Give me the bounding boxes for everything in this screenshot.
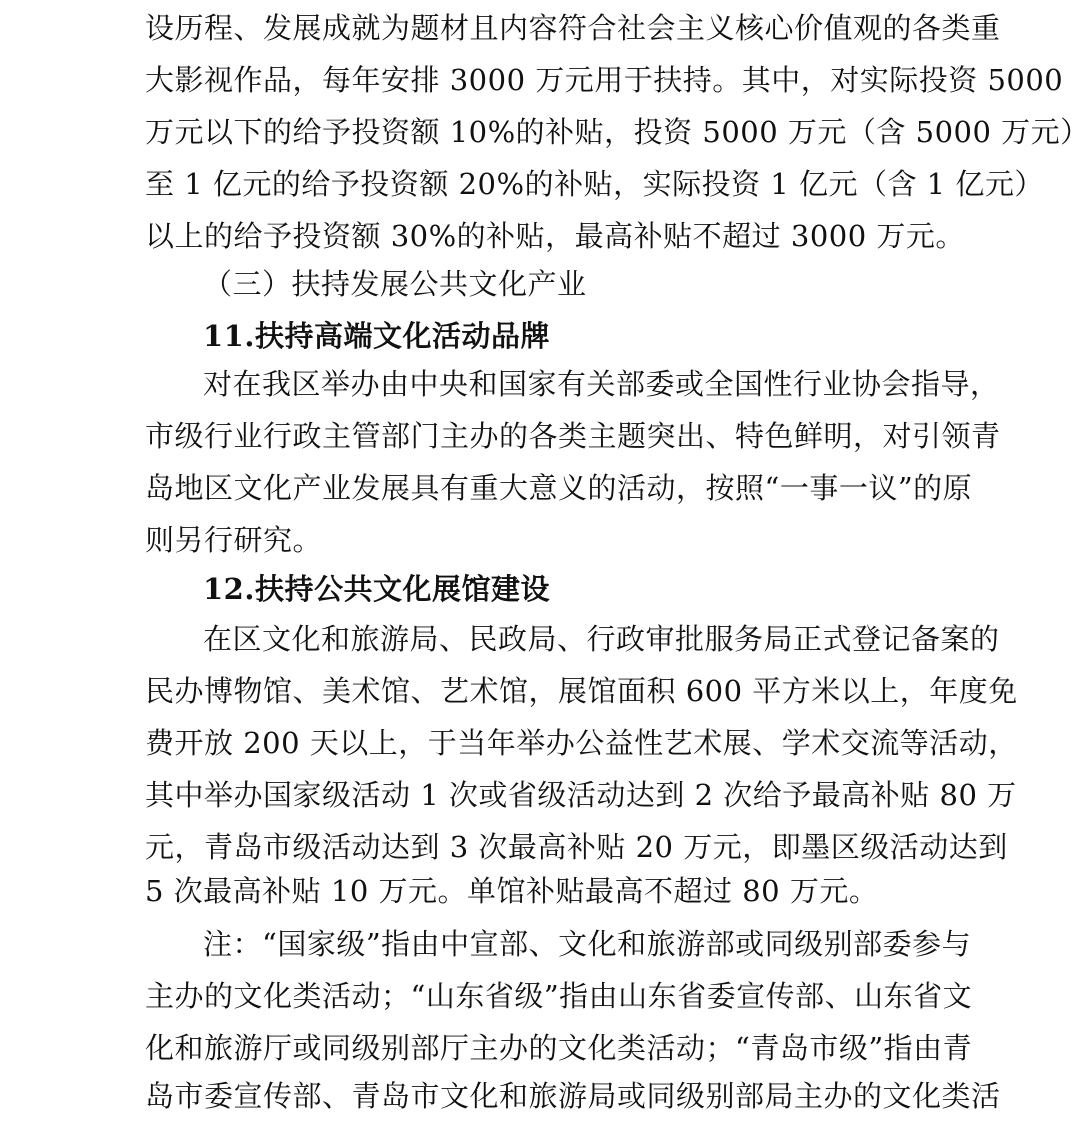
body-text-line: 设历程、发展成就为题材且内容符合社会主义核心价值观的各类重	[145, 11, 1001, 45]
body-text-line: 对在我区举办由中央和国家有关部委或全国性行业协会指导，	[203, 367, 1000, 401]
note-text-line: 化和旅游厅或同级别部厅主办的文化类活动；“青岛市级”指由青	[145, 1031, 973, 1065]
body-text-line: 大影视作品，每年安排 3000 万元用于扶持。其中，对实际投资 5000	[145, 63, 1064, 97]
subsection-heading: 12.扶持公共文化展馆建设	[203, 572, 550, 606]
body-text-line: 民办博物馆、美术馆、艺术馆，展馆面积 600 平方米以上，年度免	[145, 674, 1018, 708]
body-text-line: 岛地区文化产业发展具有重大意义的活动，按照“一事一议”的原	[145, 471, 973, 505]
body-text-line: 元，青岛市级活动达到 3 次最高补贴 20 万元，即墨区级活动达到	[145, 830, 1008, 864]
body-text-line: 以上的给予投资额 30%的补贴，最高补贴不超过 3000 万元。	[145, 219, 965, 253]
note-text-line: 岛市委宣传部、青岛市文化和旅游局或同级别部局主办的文化类活	[145, 1079, 1001, 1113]
body-text-line: 在区文化和旅游局、民政局、行政审批服务局正式登记备案的	[203, 622, 1000, 656]
note-text-line: 主办的文化类活动；“山东省级”指由山东省委宣传部、山东省文	[145, 979, 973, 1013]
body-text-line: 则另行研究。	[145, 523, 323, 557]
body-text-line: 至 1 亿元的给予投资额 20%的补贴，实际投资 1 亿元（含 1 亿元）	[145, 167, 1044, 201]
body-text-line: 市级行业行政主管部门主办的各类主题突出、特色鲜明，对引领青	[145, 419, 1001, 453]
body-text-line: 其中举办国家级活动 1 次或省级活动达到 2 次给予最高补贴 80 万	[145, 778, 1017, 812]
subsection-heading: 11.扶持高端文化活动品牌	[203, 319, 550, 353]
body-text-line: 5 次最高补贴 10 万元。单馆补贴最高不超过 80 万元。	[145, 874, 879, 908]
note-text-line: 注：“国家级”指由中宣部、文化和旅游部或同级别部委参与	[203, 927, 972, 961]
section-heading: （三）扶持发展公共文化产业	[203, 267, 587, 301]
body-text-line: 费开放 200 天以上，于当年举办公益性艺术展、学术交流等活动，	[145, 726, 1018, 760]
body-text-line: 万元以下的给予投资额 10%的补贴，投资 5000 万元（含 5000 万元）	[145, 115, 1090, 149]
